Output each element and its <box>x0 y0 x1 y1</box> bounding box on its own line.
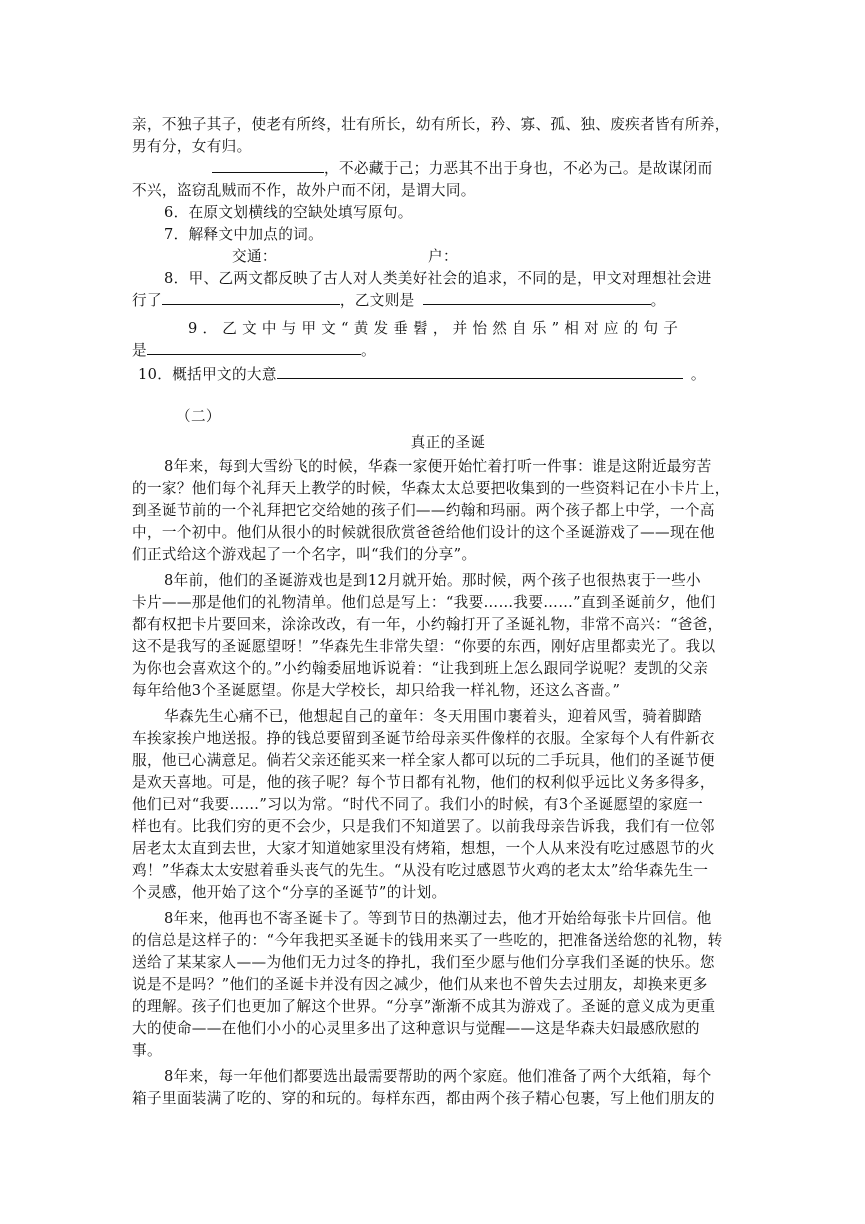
answer-blank[interactable] <box>147 340 361 355</box>
text-segment: ，不必藏于己；力恶其不出于身也，不必为己。是故谋闭而 <box>324 160 713 177</box>
text-line: 送给了某某家人——为他们无力过冬的挣扎，我们至少愿与他们分享我们圣诞的快乐。您 <box>132 954 715 971</box>
text-line: 箱子里面装满了吃的、穿的和玩的。每样东西，都由两个孩子精心包裹，写上他们朋友的 <box>132 1090 715 1107</box>
text-line: 8年前，他们的圣诞游戏也是到12月就开始。那时候，两个孩子也很热衷于一些小 <box>164 572 701 589</box>
text-line: 8年来，每一年他们都要选出最需要帮助的两个家庭。他们准备了两个大纸箱，每个 <box>164 1068 712 1085</box>
text-segment: 。 <box>690 366 706 383</box>
text-line: 说是不是吗？”他们的圣诞卡并没有因之减少，他们从来也不曾失去过朋友，却换来更多 <box>132 976 708 993</box>
text-segment: ，乙文则是 <box>339 292 415 309</box>
answer-blank[interactable] <box>212 158 324 173</box>
question-8-blanks <box>132 290 764 312</box>
q7-word-hu: 户： <box>428 248 458 265</box>
question-7: 7．解释文中加点的词。 <box>164 226 324 243</box>
question-10 <box>138 364 764 386</box>
answer-blank[interactable] <box>162 290 340 305</box>
text-line: 他们已对“我要……”习以为常。“时代不同了。我们小的时候，有3个圣诞愿望的家庭一 <box>132 796 704 813</box>
text-line: 事。 <box>132 1042 162 1059</box>
question-9: 9．乙文中与甲文“黄发垂髫，并怡然自乐”相对应的句子 <box>188 320 684 337</box>
text-line: 不兴，盗窃乱贼而不作，故外户而不闭，是谓大同。 <box>132 182 476 199</box>
question-8: 8．甲、乙两文都反映了古人对人类美好社会的追求，不同的是，甲文对理想社会进 <box>164 270 712 287</box>
text-line: 鸡！”华森太太安慰着垂头丧气的先生。“从没有吃过感恩节火鸡的老太太”给华森先生一 <box>132 862 709 879</box>
question-9-blank <box>132 340 764 362</box>
text-line: 样也有。比我们穷的更不会少，只是我们不知道罢了。以前我母亲告诉我，我们有一位邻 <box>132 818 715 835</box>
fill-blank-line <box>212 158 764 180</box>
text-line: 们正式给这个游戏起了一个名字，叫“我们的分享”。 <box>132 546 477 563</box>
text-line: 大的使命——在他们小小的心灵里多出了这种意识与觉醒——这是华森夫妇最感欣慰的 <box>132 1020 700 1037</box>
text-line: 中，一个初中。他们从很小的时候就很欣赏爸爸给他们设计的这个圣诞游戏了——现在他 <box>132 524 715 541</box>
text-line: 男有分，女有归。 <box>132 138 252 155</box>
text-line: 亲，不独子其子，使老有所终，壮有所长，幼有所长，矜、寡、孤、独、废疾者皆有所养， <box>132 116 730 133</box>
text-line: 这不是我写的圣诞愿望呀！”华森先生非常失望：“你要的东西，刚好店里都卖光了。我以 <box>132 638 716 655</box>
text-line: 每年给他3个圣诞愿望。你是大学校长，却只给我一样礼物，还这么吝啬。” <box>132 682 621 699</box>
text-segment: 是 <box>132 342 147 359</box>
q7-word-jiaotong: 交通： <box>232 248 277 265</box>
section-label: （二） <box>176 408 221 425</box>
text-segment: 行了 <box>132 292 162 309</box>
text-line: 都有权把卡片要回来，涂涂改改，有一年，小约翰打开了圣诞礼物，非常不高兴：“爸爸， <box>132 616 723 633</box>
text-line: 到圣诞节前的一个礼拜把它交给她的孩子们——约翰和玛丽。两个孩子都上中学，一个高 <box>132 502 715 519</box>
text-line: 的信总是这样子的：“今年我把买圣诞卡的钱用来买了一些吃的，把准备送给您的礼物，转 <box>132 932 723 949</box>
answer-blank[interactable] <box>423 290 651 305</box>
text-line: 8年来，他再也不寄圣诞卡了。等到节日的热潮过去，他才开始给每张卡片回信。他 <box>164 910 712 927</box>
text-line: 是欢天喜地。可是，他的孩子呢？每个节日都有礼物，他们的权利似乎远比义务多得多， <box>132 774 715 791</box>
question-6: 6．在原文划横线的空缺处填写原句。 <box>164 204 413 221</box>
text-segment: 。 <box>360 342 376 359</box>
text-line: 个灵感，他开始了这个“分享的圣诞节”的计划。 <box>132 884 447 901</box>
text-line: 8年来，每到大雪纷飞的时候，华森一家便开始忙着打听一件事：谁是这附近最穷苦 <box>164 458 712 475</box>
text-segment: 。 <box>650 292 666 309</box>
text-line: 华森先生心痛不已，他想起自己的童年：冬天用围巾裹着头，迎着风雪，骑着脚踏 <box>164 708 702 725</box>
text-segment: 10．概括甲文的大意 <box>138 366 277 383</box>
text-line: 车挨家挨户地送报。挣的钱总要留到圣诞节给母亲买件像样的衣服。全家每个人有件新衣 <box>132 730 715 747</box>
text-line: 居老太太直到去世，大家才知道她家里没有烤箱，想想，一个人从来没有吃过感恩节的火 <box>132 840 715 857</box>
text-line: 的理解。孩子们也更加了解这个世界。“分享”渐渐不成其为游戏了。圣诞的意义成为更重 <box>132 998 716 1015</box>
text-line: 服，他已心满意足。倘若父亲还能买来一样全家人都可以玩的二手玩具，他们的圣诞节便 <box>132 752 715 769</box>
article-title: 真正的圣诞 <box>410 434 486 451</box>
text-line: 为你也会喜欢这个的。”小约翰委屈地诉说着：“让我到班上怎么跟同学说呢？麦凯的父亲 <box>132 660 709 677</box>
text-line: 的一家？他们每个礼拜天上教学的时候，华森太太总要把收集到的一些资料记在小卡片上， <box>132 480 730 497</box>
answer-blank[interactable] <box>277 364 683 379</box>
text-line: 卡片——那是他们的礼物清单。他们总是写上：“我要……我要……”直到圣诞前夕，他们 <box>132 594 716 611</box>
